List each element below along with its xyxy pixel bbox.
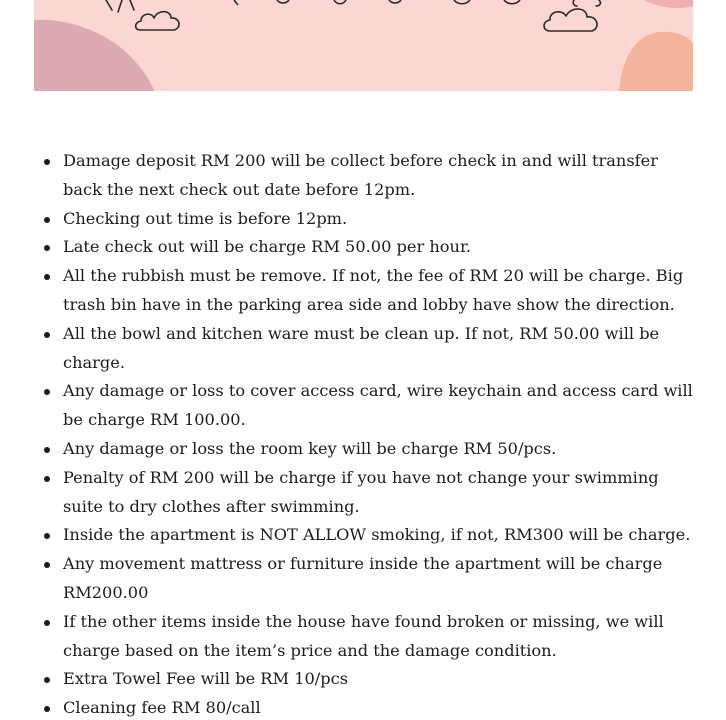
rule-text: Any damage or loss the room key will be charge RM 50/pcs. bbox=[63, 438, 557, 458]
bullet-icon bbox=[44, 562, 50, 568]
bullet-icon bbox=[44, 533, 50, 539]
list-item bbox=[40, 233, 700, 262]
bullet-icon bbox=[44, 217, 50, 223]
rule-text: Extra Towel Fee will be RM 10/pcs bbox=[63, 669, 348, 689]
bullet-icon bbox=[44, 476, 50, 482]
rule-text: If the other items inside the house have found broken or missing, we will charge based on the item’s price and the damage condition. bbox=[63, 611, 664, 660]
list-item bbox=[40, 464, 700, 522]
rule-text: Inside the apartment is NOT ALLOW smoking, if not, RM300 will be charge. bbox=[63, 525, 691, 545]
list-item bbox=[40, 550, 700, 608]
rule-text: All the bowl and kitchen ware must be clean up. If not, RM 50.00 will be charge. bbox=[63, 323, 660, 372]
top-right-blob bbox=[644, 0, 693, 8]
rule-text: Late check out will be charge RM 50.00 per hour. bbox=[63, 237, 472, 257]
rule-text: Cleaning fee RM 80/call bbox=[63, 698, 261, 718]
list-item bbox=[40, 521, 700, 550]
bullet-icon bbox=[44, 620, 50, 626]
rule-text: Damage deposit RM 200 will be collect before check in and will transfer back the next check out date before 12pm. bbox=[63, 151, 658, 199]
rule-text: All the rubbish must be remove. If not, the fee of RM 20 will be charge. Big trash bin have in the parking area side and lobby have show the direction. bbox=[63, 266, 684, 314]
banner-artwork bbox=[34, 0, 693, 91]
bullet-icon bbox=[44, 159, 50, 165]
rule-text: Checking out time is before 12pm. bbox=[63, 208, 348, 228]
list-item bbox=[40, 435, 700, 464]
rule-text: Any movement mattress or furniture inside the apartment will be charge RM200.00 bbox=[63, 554, 663, 602]
list-item bbox=[40, 262, 700, 320]
list-item bbox=[40, 205, 700, 234]
bullet-icon bbox=[44, 274, 50, 280]
house-rules-list bbox=[40, 147, 700, 720]
rule-text: Any damage or loss to cover access card, wire keychain and access card will be charge RM 100.00. bbox=[63, 381, 693, 430]
header-banner bbox=[34, 0, 693, 91]
left-blob bbox=[34, 20, 154, 91]
bullet-icon bbox=[44, 447, 50, 453]
palm-tree-icon bbox=[106, 0, 134, 12]
bullet-icon bbox=[44, 706, 50, 712]
bullet-icon bbox=[44, 389, 50, 395]
list-item bbox=[40, 665, 700, 694]
rule-text: Penalty of RM 200 will be charge if you have not change your swimming suite to dry clothes after swimming. bbox=[63, 467, 659, 516]
list-item bbox=[40, 320, 700, 378]
cloud-icon bbox=[544, 0, 600, 31]
right-blob bbox=[619, 32, 693, 91]
title-fragment bbox=[234, 0, 520, 5]
list-item bbox=[40, 694, 700, 720]
list-item bbox=[40, 377, 700, 435]
cloud-icon bbox=[136, 12, 179, 30]
list-item bbox=[40, 147, 700, 205]
bullet-icon bbox=[44, 332, 50, 338]
list-item bbox=[40, 608, 700, 666]
bullet-icon bbox=[44, 677, 50, 683]
bullet-icon bbox=[44, 245, 50, 251]
